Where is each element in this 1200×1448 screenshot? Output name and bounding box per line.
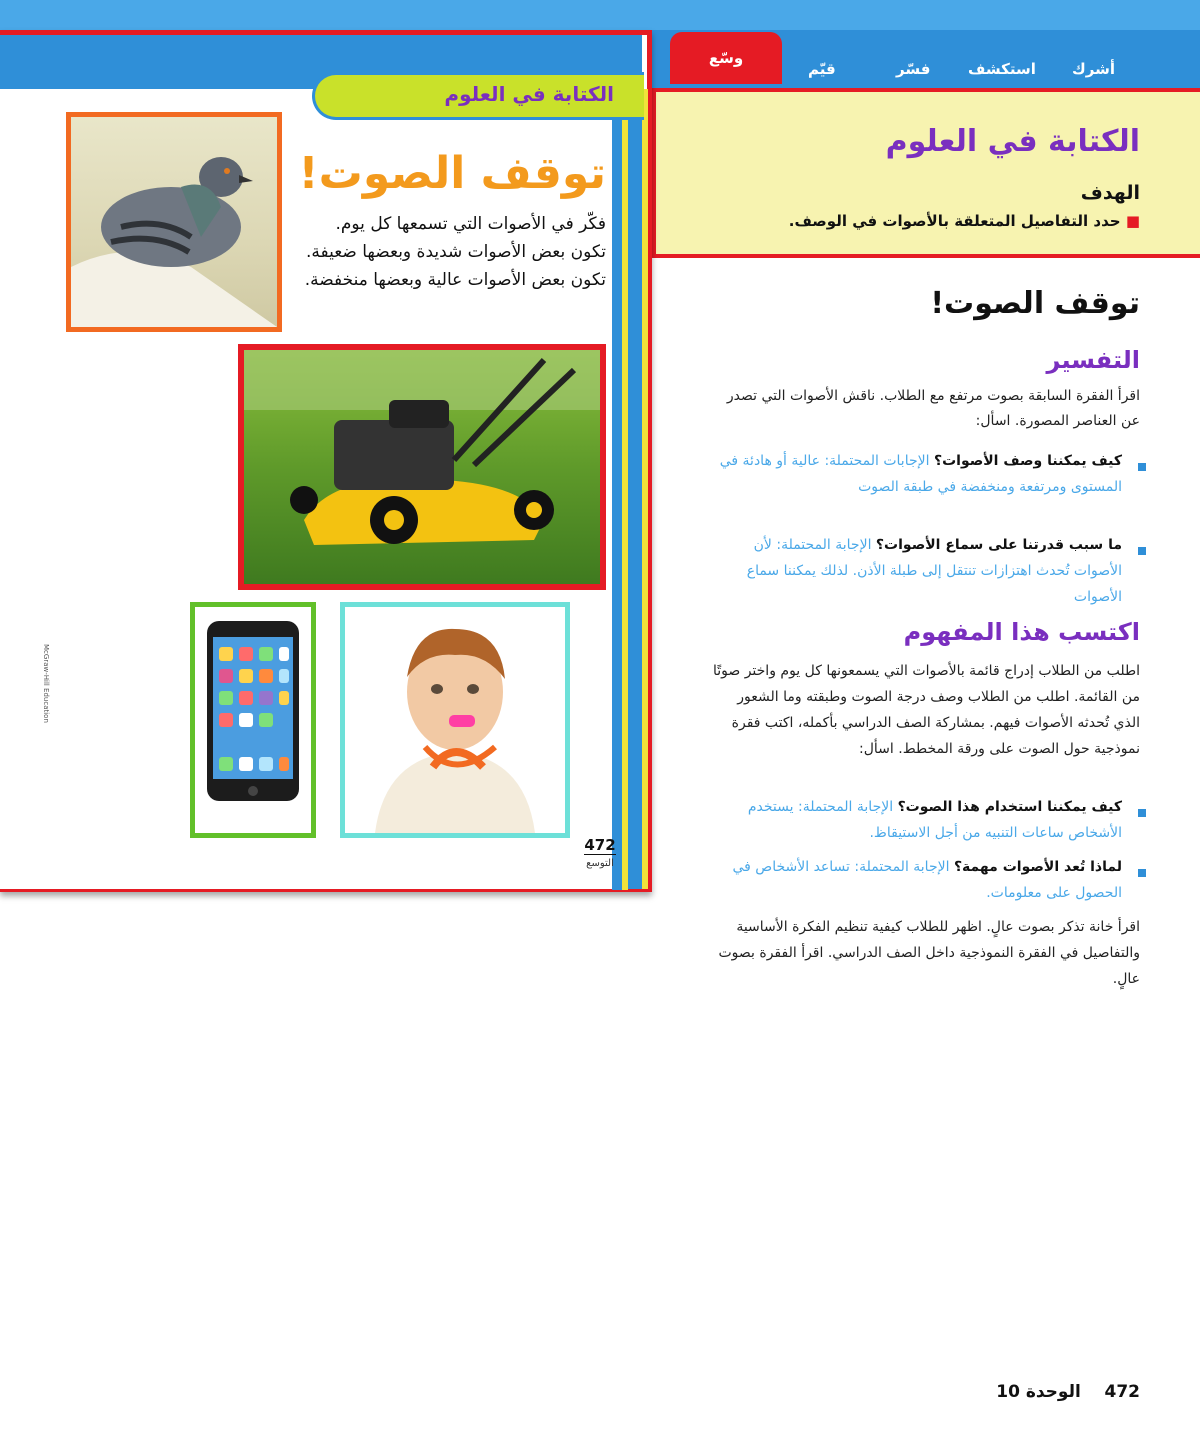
explain-text: اقرأ الفقرة السابقة بصوت مرتفع مع الطلاب. ناقش الأصوات التي تصدر عن العناصر المصورة. اسأل: <box>726 388 1140 429</box>
tab-engage[interactable]: أشرك <box>1072 60 1115 78</box>
explain-a2: الإجابة المحتملة: لأن الأصوات تُحدث اهتزازات تنتقل إلى طبلة الأذن. لذلك يمكننا سماع الأصوات <box>746 537 1122 605</box>
explain-q2: ما سبب قدرتنا على سماع الأصوات؟ <box>875 537 1122 553</box>
footer-unit: الوحدة 10 <box>996 1382 1081 1402</box>
concept-q2-item <box>712 854 1122 906</box>
explain-q1: كيف يمكننا وصف الأصوات؟ <box>933 453 1122 469</box>
objective-text <box>680 212 1140 230</box>
explain-heading: التفسير <box>1046 346 1140 374</box>
student-banner-label: الكتابة في العلوم <box>444 82 614 106</box>
boy-whistle-image <box>345 607 565 833</box>
pigeon-image <box>71 117 277 327</box>
concept-a2: الإجابة المحتملة: تساعد الأشخاص في الحصول على معلومات. <box>732 859 1122 901</box>
bullet-square-icon <box>1128 802 1146 821</box>
teacher-header-box <box>652 88 1200 258</box>
page-edge-stripe <box>622 120 628 890</box>
page-footer <box>900 1382 1140 1402</box>
photo-credit: McGraw-Hill Education <box>42 644 50 723</box>
explain-q1-item <box>712 448 1122 500</box>
concept-heading: اكتسب هذا المفهوم <box>903 618 1140 646</box>
student-title: توقف الصوت! <box>298 148 606 199</box>
bullet-square-icon <box>1128 456 1146 475</box>
smartphone-photo <box>190 602 316 838</box>
smartphone-image <box>195 607 311 833</box>
tab-explore[interactable]: استكشف <box>968 60 1036 78</box>
boy-whistle-photo <box>340 602 570 838</box>
tab-evaluate[interactable]: قيّم <box>808 60 836 78</box>
lawnmower-photo <box>238 344 606 590</box>
concept-q2: لماذا تُعد الأصوات مهمة؟ <box>953 859 1122 875</box>
explain-q2-item <box>712 532 1122 610</box>
tab-explain[interactable]: فسّر <box>896 60 931 78</box>
concept-q1-item <box>712 794 1122 846</box>
student-page-label: التوسع <box>586 858 614 869</box>
tab-elaborate-active[interactable]: وسّع <box>670 32 782 84</box>
objective-bullet: ■ <box>1120 212 1140 230</box>
teacher-title: الكتابة في العلوم <box>885 124 1140 159</box>
concept-q1: كيف يمكننا استخدام هذا الصوت؟ <box>897 799 1122 815</box>
objective-value: حدد التفاصيل المتعلقة بالأصوات في الوصف. <box>788 212 1121 230</box>
page-edge-stripe <box>628 89 642 889</box>
footer-page-number: 472 <box>1104 1382 1140 1402</box>
concept-text: اطلب من الطلاب إدراج قائمة بالأصوات التي يسمعونها كل يوم واختر صوتًا من القائمة. اطلب من الطلاب وصف درجة الصوت وطبقته وما الشعور الذي تُحدثه الأصوات فيهم. بمشاركة الصف الدراسي بأكمله، اكتب فقرة نموذجية حول الصوت على ورقة المخطط. اسأل: <box>712 663 1140 757</box>
objective-heading: الهدف <box>1080 182 1140 204</box>
bullet-square-icon <box>1128 862 1146 881</box>
student-page-number: 472 <box>584 836 616 854</box>
explain-a1: الإجابات المحتملة: عالية أو هادئة في المستوى ومرتفعة ومنخفضة في طبقة الصوت <box>719 453 1122 495</box>
closing-text: اقرأ خانة تذكر بصوت عالٍ. اظهر للطلاب كيفية تنظيم الفكرة الأساسية والتفاصيل في الفقرة النموذجية داخل الصف الدراسي. اقرأ الفقرة بصوت عالٍ. <box>718 919 1140 987</box>
pigeon-photo <box>66 112 282 332</box>
lawnmower-image <box>244 350 600 584</box>
page-edge-stripe <box>642 89 648 889</box>
student-paragraph: فكّر في الأصوات التي تسمعها كل يوم. تكون بعض الأصوات شديدة وبعضها ضعيفة. تكون بعض الأصوات عالية وبعضها منخفضة. <box>304 214 606 290</box>
concept-a1: الإجابة المحتملة: يستخدم الأشخاص ساعات التنبيه من أجل الاستيقاظ. <box>747 799 1122 841</box>
lesson-title: توقف الصوت! <box>930 286 1140 321</box>
bullet-square-icon <box>1128 540 1146 559</box>
